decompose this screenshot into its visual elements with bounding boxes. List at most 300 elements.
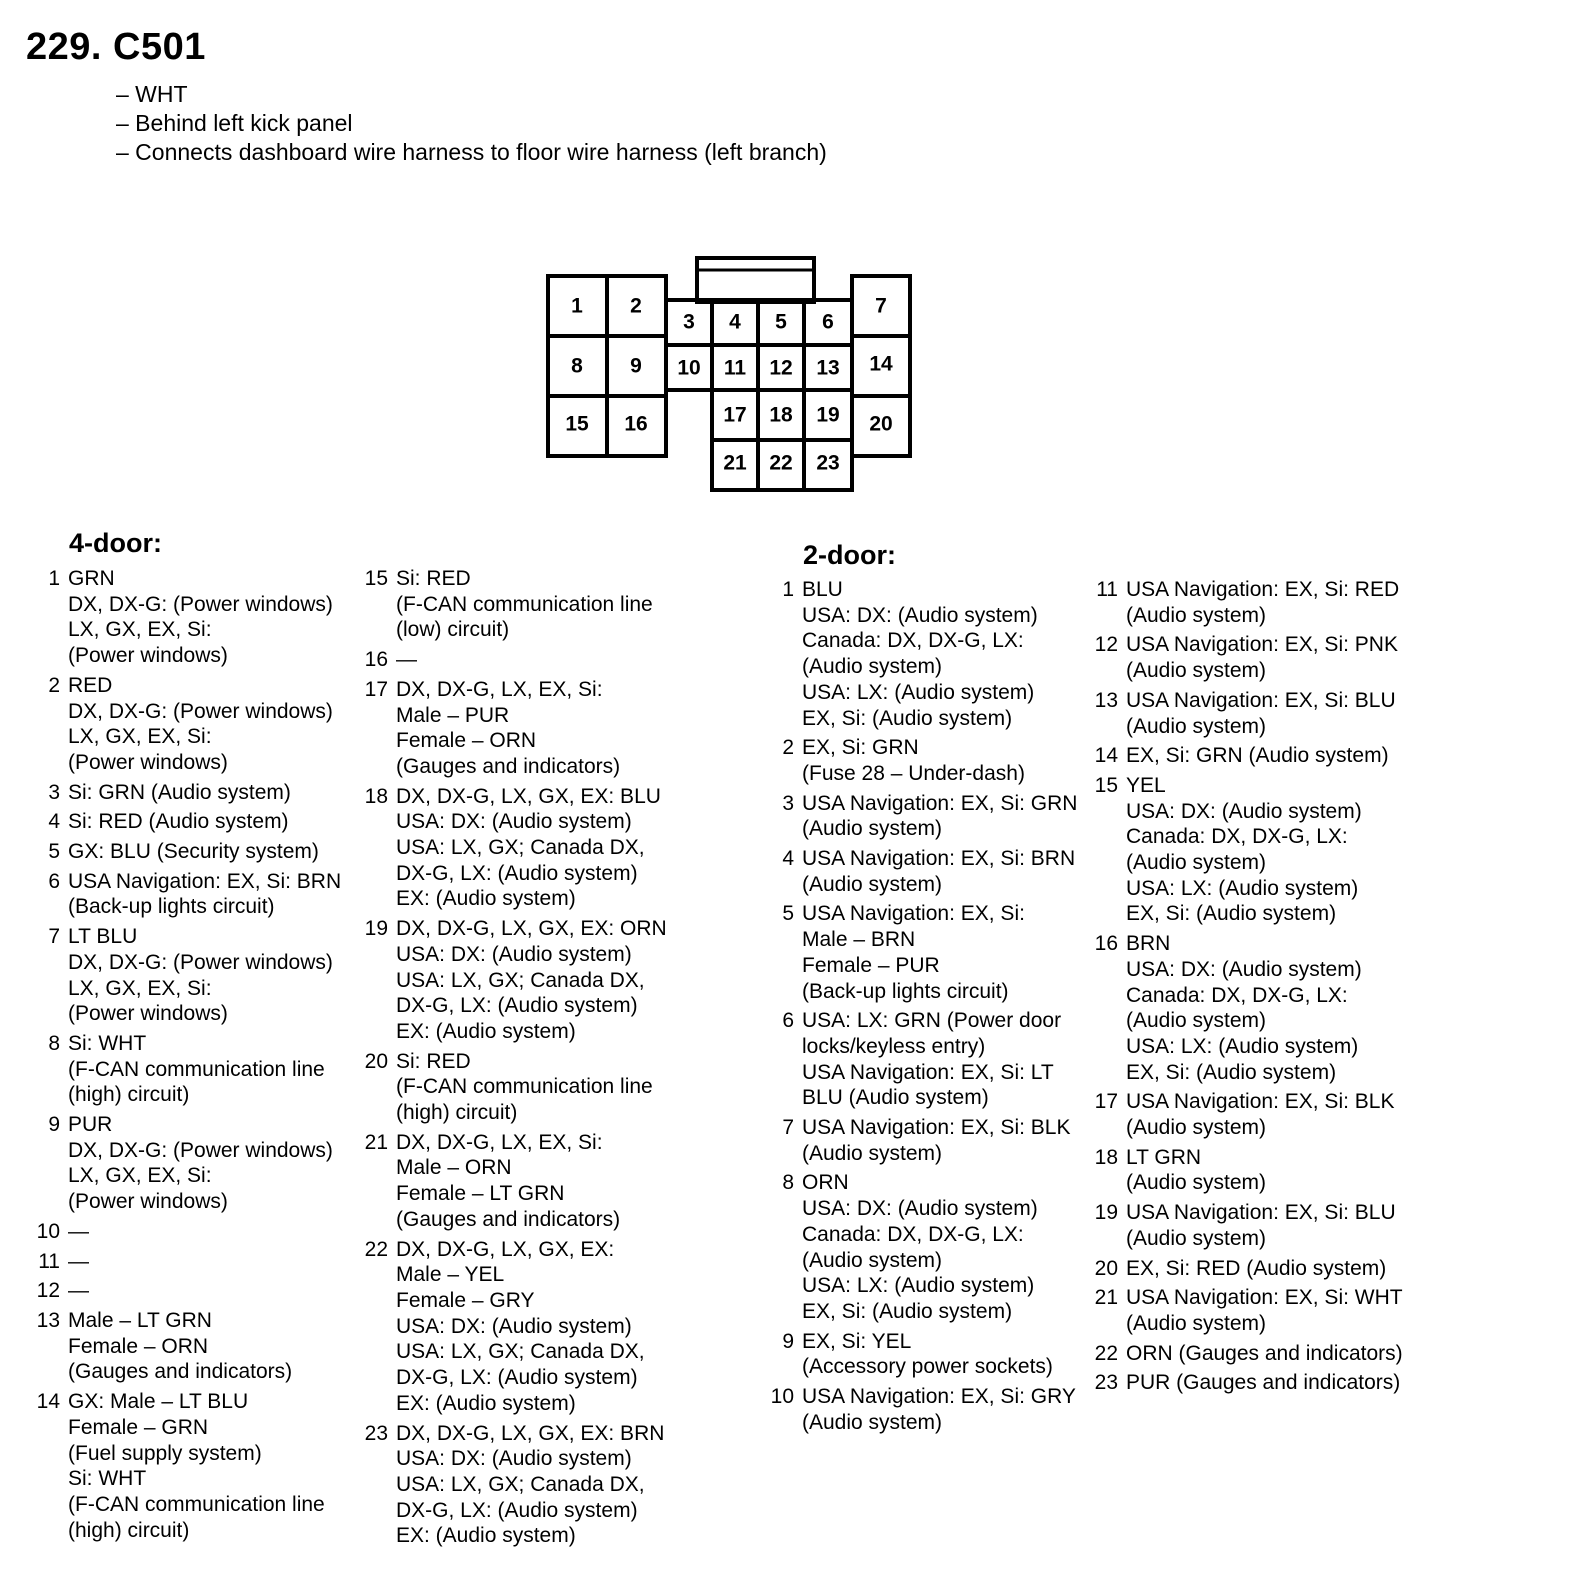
pin-number: 13 <box>1094 688 1118 712</box>
pin-description-line: DX, DX-G, LX, EX, Si: <box>396 1130 603 1154</box>
pin-number: 9 <box>48 1113 60 1137</box>
pin-description-line: Si: RED <box>396 567 471 590</box>
cavity-22: 22 <box>769 451 793 475</box>
pin-description-line: (Power windows) <box>68 1190 228 1214</box>
pin-description <box>802 1115 1094 1166</box>
pin-number: 23 <box>1094 1371 1118 1395</box>
pin-description-line: (Audio system) <box>802 1248 943 1272</box>
cavity-15: 15 <box>565 412 589 436</box>
pin-number: 16 <box>1094 932 1118 956</box>
pin-description-line: USA Navigation: EX, Si: <box>802 902 1025 926</box>
pin-description <box>396 1049 698 1126</box>
pin-description-line: Male – YEL <box>396 1263 505 1287</box>
four-door-pins-col-2 <box>358 566 698 1553</box>
pin-description-line: USA Navigation: EX, Si: GRY <box>802 1385 1076 1409</box>
pin-description-line: USA: DX: (Audio system) <box>396 1314 632 1338</box>
pin-number: 23 <box>364 1421 388 1445</box>
four-door-title: 4-door: <box>69 528 162 558</box>
pin-number: 7 <box>48 925 60 949</box>
pin-description <box>68 566 365 669</box>
pin-description-line: GX: Male – LT BLU <box>68 1390 249 1414</box>
pin-entry <box>1088 1285 1428 1336</box>
pin-description <box>802 577 1094 731</box>
pin-description-line: USA: DX: (Audio system) <box>1126 799 1362 823</box>
pin-number: 19 <box>364 917 388 941</box>
cavity-16: 16 <box>624 412 648 436</box>
pin-description <box>1126 1370 1428 1396</box>
pin-number: 8 <box>782 1171 794 1195</box>
pin-description-line: LX, GX, EX, Si: <box>68 725 212 749</box>
pin-description-line: (Back-up lights circuit) <box>68 895 275 919</box>
pin-entry <box>764 1170 1094 1324</box>
pin-description-line: Si: GRN (Audio system) <box>68 780 291 804</box>
pin-description-line: USA: DX: (Audio system) <box>396 810 632 834</box>
pin-description-line: RED <box>68 673 113 697</box>
pin-description <box>396 1130 698 1233</box>
pin-description-line: USA Navigation: EX, Si: LT <box>802 1060 1054 1084</box>
pin-entry <box>358 1421 698 1550</box>
pin-description-line: ORN <box>802 1171 849 1195</box>
pin-description <box>1126 688 1428 739</box>
pin-description-line: Female – PUR <box>802 953 940 977</box>
pin-entry <box>764 846 1094 897</box>
pin-entry <box>358 784 698 913</box>
pin-description-line: — <box>68 1279 89 1303</box>
pin-description-line: Male – ORN <box>396 1156 512 1180</box>
pin-description-line: (Fuse 28 – Under-dash) <box>802 761 1025 785</box>
pin-number: 10 <box>36 1219 60 1243</box>
pin-description-line: USA: LX: (Audio system) <box>802 680 1035 704</box>
pin-number: 4 <box>48 810 60 834</box>
pin-description-line: (Audio system) <box>1126 1226 1267 1250</box>
pin-description-line: YEL <box>1126 773 1166 797</box>
pin-description <box>802 1170 1094 1324</box>
pin-description-line: (F-CAN communication line <box>396 1075 653 1099</box>
pin-entry <box>358 647 698 673</box>
pin-description-line: Canada: DX, DX-G, LX: <box>1126 983 1348 1007</box>
pin-entry <box>30 809 365 835</box>
pin-description-line: LX, GX, EX, Si: <box>68 1164 212 1188</box>
pin-number: 5 <box>782 902 794 926</box>
pin-number: 2 <box>782 736 794 760</box>
pin-description-line: USA: LX: (Audio system) <box>1126 1034 1359 1058</box>
pin-number: 5 <box>48 840 60 864</box>
pin-description-line: USA: DX: (Audio system) <box>1126 957 1362 981</box>
pin-entry <box>30 566 365 669</box>
pin-entry <box>764 1115 1094 1166</box>
pin-description-line: DX, DX-G, LX, GX, EX: BRN <box>396 1421 665 1445</box>
pin-description-line: EX, Si: (Audio system) <box>1126 1060 1337 1084</box>
pin-description-line: USA Navigation: EX, Si: BLU <box>1126 1201 1396 1225</box>
pin-number: 15 <box>364 567 388 590</box>
pin-description <box>802 1008 1094 1111</box>
pin-description-line: LX, GX, EX, Si: <box>68 976 212 1000</box>
cavity-10: 10 <box>677 356 701 380</box>
pin-entry <box>358 677 698 780</box>
pin-description-line: DX-G, LX: (Audio system) <box>396 1498 638 1522</box>
pin-description <box>68 1031 365 1108</box>
pin-description-line: USA: LX, GX; Canada DX, <box>396 836 645 860</box>
pin-description-line: EX, Si: RED (Audio system) <box>1126 1256 1387 1280</box>
pin-entry <box>764 577 1094 731</box>
pin-description-line: (Audio system) <box>1126 603 1267 627</box>
cavity-3: 3 <box>683 310 695 334</box>
pin-description <box>68 1112 365 1215</box>
pin-description-line: DX, DX-G, LX, EX, Si: <box>396 677 603 701</box>
pin-description-line: DX, DX-G: (Power windows) <box>68 592 333 616</box>
pin-description-line: BLU (Audio system) <box>802 1086 989 1110</box>
pin-description-line: (Gauges and indicators) <box>396 754 621 778</box>
cavity-18: 18 <box>769 403 793 427</box>
pin-description-line: USA: LX: GRN (Power door <box>802 1009 1062 1033</box>
pin-description-line: EX, Si: (Audio system) <box>1126 902 1337 926</box>
pin-description-line: LT GRN <box>1126 1145 1202 1169</box>
pin-description <box>1126 773 1428 927</box>
pin-description <box>68 780 365 806</box>
pin-description-line: DX-G, LX: (Audio system) <box>396 994 638 1018</box>
pin-number: 21 <box>364 1130 388 1154</box>
pin-description-line: — <box>68 1249 89 1273</box>
cavity-9: 9 <box>630 354 642 378</box>
pin-entry <box>30 1389 365 1543</box>
pin-number: 18 <box>364 784 388 808</box>
pin-description-line: BRN <box>1126 932 1171 956</box>
pin-description-line: USA Navigation: EX, Si: PNK <box>1126 633 1398 657</box>
pin-description-line: USA: DX: (Audio system) <box>396 1447 632 1471</box>
pin-entry <box>1088 1256 1428 1282</box>
pin-description-line: Si: WHT <box>68 1031 147 1055</box>
two-door-title: 2-door: <box>803 540 896 570</box>
pin-number: 13 <box>36 1308 60 1332</box>
pin-number: 6 <box>782 1009 794 1033</box>
pin-number: 9 <box>782 1329 794 1353</box>
pin-description-line: Female – ORN <box>68 1334 209 1358</box>
pin-entry <box>358 1130 698 1233</box>
pin-number: 16 <box>364 648 388 672</box>
pin-description <box>1126 743 1428 769</box>
pin-description-line: (high) circuit) <box>68 1083 190 1107</box>
pin-number: 2 <box>48 673 60 697</box>
pin-description <box>802 791 1094 842</box>
pin-description-line: (Gauges and indicators) <box>396 1207 621 1231</box>
pin-description-line: EX: (Audio system) <box>396 1524 576 1548</box>
pin-description-line: USA Navigation: EX, Si: BLU <box>1126 688 1396 712</box>
pin-description <box>1126 1341 1428 1367</box>
cavity-14: 14 <box>869 352 893 376</box>
pin-description-line: USA Navigation: EX, Si: WHT <box>1126 1286 1403 1310</box>
pin-entry <box>1088 1145 1428 1196</box>
pin-number: 22 <box>1094 1341 1118 1365</box>
pin-description-line: (Audio system) <box>1126 659 1267 683</box>
pin-description <box>396 566 698 643</box>
pin-entry <box>30 839 365 865</box>
pin-description-line: USA: LX, GX; Canada DX, <box>396 1472 645 1496</box>
pin-description-line: (Back-up lights circuit) <box>802 979 1009 1003</box>
cavity-6: 6 <box>822 310 834 334</box>
pin-description-line: GRN <box>68 567 115 590</box>
cavity-5: 5 <box>775 310 787 334</box>
pin-description-line: DX, DX-G: (Power windows) <box>68 1138 333 1162</box>
pin-description-line: (Audio system) <box>802 1410 943 1434</box>
pin-number: 14 <box>1094 744 1118 768</box>
pin-description-line: Female – GRY <box>396 1288 535 1312</box>
pin-entry <box>764 735 1094 786</box>
pin-description-line: locks/keyless entry) <box>802 1034 986 1058</box>
pin-description-line: (Audio system) <box>1126 851 1267 875</box>
pin-entry <box>764 901 1094 1004</box>
cavity-1: 1 <box>571 294 583 318</box>
cavity-8: 8 <box>571 354 583 378</box>
pin-description-line: DX-G, LX: (Audio system) <box>396 861 638 885</box>
note-color: – WHT <box>116 81 188 107</box>
pin-number: 12 <box>1094 633 1118 657</box>
cavity-21: 21 <box>723 451 747 475</box>
pin-description <box>1126 1200 1428 1251</box>
pin-description-line: DX, DX-G, LX, GX, EX: <box>396 1237 615 1261</box>
pin-number: 1 <box>782 578 794 601</box>
pin-description-line: (Accessory power sockets) <box>802 1355 1053 1379</box>
pin-description <box>396 1421 698 1550</box>
pin-number: 19 <box>1094 1201 1118 1225</box>
pin-number: 17 <box>1094 1090 1118 1114</box>
pin-entry <box>30 673 365 776</box>
pin-number: 22 <box>364 1237 388 1261</box>
pin-description-line: (Audio system) <box>802 817 943 841</box>
pin-entry <box>1088 931 1428 1085</box>
pin-entry <box>764 1008 1094 1111</box>
pin-entry <box>1088 577 1428 628</box>
two-door-pins-col-2 <box>1088 577 1428 1400</box>
pin-entry <box>764 1384 1094 1435</box>
pin-description-line: DX, DX-G, LX, GX, EX: BLU <box>396 784 661 808</box>
pin-description-line: (high) circuit) <box>396 1101 518 1125</box>
pin-entry <box>358 1049 698 1126</box>
pin-description-line: PUR (Gauges and indicators) <box>1126 1371 1401 1395</box>
cavity-17: 17 <box>723 403 747 427</box>
pin-description-line: (F-CAN communication line <box>396 592 653 616</box>
connector-face-diagram <box>0 0 1584 500</box>
pin-description-line: Male – LT GRN <box>68 1308 212 1332</box>
connector-title: 229. C501 <box>26 26 206 68</box>
pin-entry <box>1088 632 1428 683</box>
pin-description-line: USA Navigation: EX, Si: RED <box>1126 578 1400 601</box>
pin-entry <box>1088 688 1428 739</box>
pin-description-line: (Audio system) <box>1126 1116 1267 1140</box>
pin-description <box>1126 577 1428 628</box>
pin-entry <box>358 566 698 643</box>
pin-description <box>68 809 365 835</box>
pin-description-line: Si: RED (Audio system) <box>68 810 289 834</box>
pin-description-line: GX: BLU (Security system) <box>68 840 319 864</box>
cavity-11: 11 <box>723 356 747 380</box>
pin-description-line: (Gauges and indicators) <box>68 1360 293 1384</box>
pin-description-line: PUR <box>68 1113 113 1137</box>
pin-description-line: (Audio system) <box>802 655 943 679</box>
pin-description-line: (Audio system) <box>802 872 943 896</box>
pin-number: 10 <box>770 1385 794 1409</box>
pin-description <box>68 1219 365 1245</box>
pin-description-line: USA: LX: (Audio system) <box>1126 876 1359 900</box>
pin-entry <box>30 924 365 1027</box>
pin-description-line: USA Navigation: EX, Si: BRN <box>802 847 1076 871</box>
pin-description-line: Female – ORN <box>396 729 537 753</box>
pin-description-line: LT BLU <box>68 925 138 949</box>
pin-entry <box>1088 1200 1428 1251</box>
pin-description-line: (Audio system) <box>1126 714 1267 738</box>
pin-entry <box>1088 1089 1428 1140</box>
pin-number: 11 <box>1096 578 1118 601</box>
pin-description-line: LX, GX, EX, Si: <box>68 618 212 642</box>
pin-description <box>396 647 698 673</box>
pin-description-line: DX, DX-G: (Power windows) <box>68 699 333 723</box>
pin-description <box>68 1278 365 1304</box>
pin-number: 18 <box>1094 1145 1118 1169</box>
cavity-20: 20 <box>869 412 893 436</box>
pin-number: 1 <box>48 567 60 590</box>
pin-description <box>68 924 365 1027</box>
four-door-pins-col-1 <box>30 566 365 1547</box>
pin-description-line: (Power windows) <box>68 644 228 668</box>
pin-description <box>1126 1256 1428 1282</box>
pin-number: 15 <box>1094 773 1118 797</box>
pin-entry <box>1088 743 1428 769</box>
pin-number: 12 <box>36 1279 60 1303</box>
pin-description-line: (F-CAN communication line <box>68 1492 325 1516</box>
pin-description-line: USA: LX: (Audio system) <box>802 1274 1035 1298</box>
pin-entry <box>30 869 365 920</box>
pin-description-line: (Audio system) <box>1126 1009 1267 1033</box>
cavity-13: 13 <box>816 356 840 380</box>
pin-entry <box>30 1278 365 1304</box>
pin-description <box>1126 931 1428 1085</box>
pin-description-line: Male – BRN <box>802 928 916 952</box>
two-door-pins-col-1 <box>764 577 1094 1440</box>
pin-description-line: USA Navigation: EX, Si: BLK <box>1126 1090 1395 1114</box>
pin-description-line: (Power windows) <box>68 750 228 774</box>
pin-description <box>1126 1285 1428 1336</box>
pin-description-line: (high) circuit) <box>68 1518 190 1542</box>
pin-number: 3 <box>48 780 60 804</box>
pin-description-line: Si: WHT <box>68 1467 147 1491</box>
pin-entry <box>30 1031 365 1108</box>
pin-description-line: — <box>68 1219 89 1243</box>
pin-description <box>396 677 698 780</box>
pin-number: 20 <box>1094 1256 1118 1280</box>
pin-description-line: Canada: DX, DX-G, LX: <box>1126 825 1348 849</box>
pin-description-line: USA: DX: (Audio system) <box>802 603 1038 627</box>
pin-description <box>802 846 1094 897</box>
connector-latch <box>697 258 814 302</box>
pin-description <box>802 735 1094 786</box>
pin-description-line: Male – PUR <box>396 703 510 727</box>
pin-description <box>1126 632 1428 683</box>
pin-description-line: (Audio system) <box>802 1141 943 1165</box>
pin-description-line: DX-G, LX: (Audio system) <box>396 1366 638 1390</box>
pin-number: 20 <box>364 1049 388 1073</box>
pin-description-line: EX: (Audio system) <box>396 1391 576 1415</box>
pin-description-line: USA: LX, GX; Canada DX, <box>396 968 645 992</box>
pin-entry <box>30 1219 365 1245</box>
pin-description <box>68 869 365 920</box>
pin-description-line: Canada: DX, DX-G, LX: <box>802 629 1024 653</box>
pin-entry <box>764 1329 1094 1380</box>
pin-description-line: (Fuel supply system) <box>68 1441 262 1465</box>
pin-description <box>68 673 365 776</box>
pin-description-line: USA: DX: (Audio system) <box>802 1197 1038 1221</box>
pin-description-line: Female – GRN <box>68 1415 209 1439</box>
pin-description <box>68 1249 365 1275</box>
pin-description <box>802 1329 1094 1380</box>
pin-description <box>1126 1089 1428 1140</box>
pin-description-line: USA Navigation: EX, Si: GRN <box>802 791 1078 815</box>
pin-description-line: EX, Si: (Audio system) <box>802 1299 1013 1323</box>
pin-number: 4 <box>782 847 794 871</box>
pin-description <box>396 1237 698 1417</box>
pin-description <box>802 1384 1094 1435</box>
pin-description-line: Si: RED <box>396 1049 471 1073</box>
pin-description <box>396 784 698 913</box>
pin-description-line: EX, Si: (Audio system) <box>802 706 1013 730</box>
pin-description-line: (F-CAN communication line <box>68 1057 325 1081</box>
pin-description-line: (Audio system) <box>1126 1171 1267 1195</box>
pin-entry <box>30 1112 365 1215</box>
note-location: – Behind left kick panel <box>116 110 353 136</box>
cavity-7: 7 <box>875 294 887 318</box>
pin-number: 8 <box>48 1031 60 1055</box>
pin-description-line: — <box>396 648 417 672</box>
pin-description-line: (Audio system) <box>1126 1311 1267 1335</box>
pin-number: 21 <box>1094 1286 1118 1310</box>
pin-description-line: (low) circuit) <box>396 618 510 642</box>
pin-entry <box>30 780 365 806</box>
pin-description-line: EX, Si: GRN (Audio system) <box>1126 744 1389 768</box>
pin-description-line: USA Navigation: EX, Si: BRN <box>68 869 342 893</box>
cavity-4: 4 <box>729 310 741 334</box>
cavity-23: 23 <box>816 451 840 475</box>
pin-description-line: EX: (Audio system) <box>396 1019 576 1043</box>
cavity-19: 19 <box>816 403 840 427</box>
pin-description <box>68 839 365 865</box>
pin-description-line: EX, Si: YEL <box>802 1329 912 1353</box>
pin-entry <box>1088 1341 1428 1367</box>
pin-description-line: EX: (Audio system) <box>396 887 576 911</box>
pin-number: 6 <box>48 869 60 893</box>
pin-description-line: Female – LT GRN <box>396 1182 565 1206</box>
pin-entry <box>1088 773 1428 927</box>
pin-number: 14 <box>36 1390 60 1414</box>
pin-description-line: BLU <box>802 578 843 601</box>
pin-description-line: USA Navigation: EX, Si: BLK <box>802 1116 1071 1140</box>
pin-description-line: (Power windows) <box>68 1002 228 1026</box>
pin-description-line: Canada: DX, DX-G, LX: <box>802 1222 1024 1246</box>
pin-description <box>802 901 1094 1004</box>
cavity-12: 12 <box>769 356 793 380</box>
pin-description <box>68 1308 365 1385</box>
pin-description <box>1126 1145 1428 1196</box>
pin-description-line: DX, DX-G, LX, GX, EX: ORN <box>396 917 667 941</box>
pin-description <box>396 916 698 1045</box>
note-connection: – Connects dashboard wire harness to floor wire harness (left branch) <box>116 139 827 165</box>
pin-entry <box>764 791 1094 842</box>
pin-entry <box>1088 1370 1428 1396</box>
pin-description <box>68 1389 365 1543</box>
pin-entry <box>30 1308 365 1385</box>
pin-number: 11 <box>38 1249 60 1273</box>
pin-entry <box>30 1249 365 1275</box>
pin-number: 3 <box>782 791 794 815</box>
pin-number: 17 <box>364 677 388 701</box>
cavity-2: 2 <box>630 294 642 318</box>
